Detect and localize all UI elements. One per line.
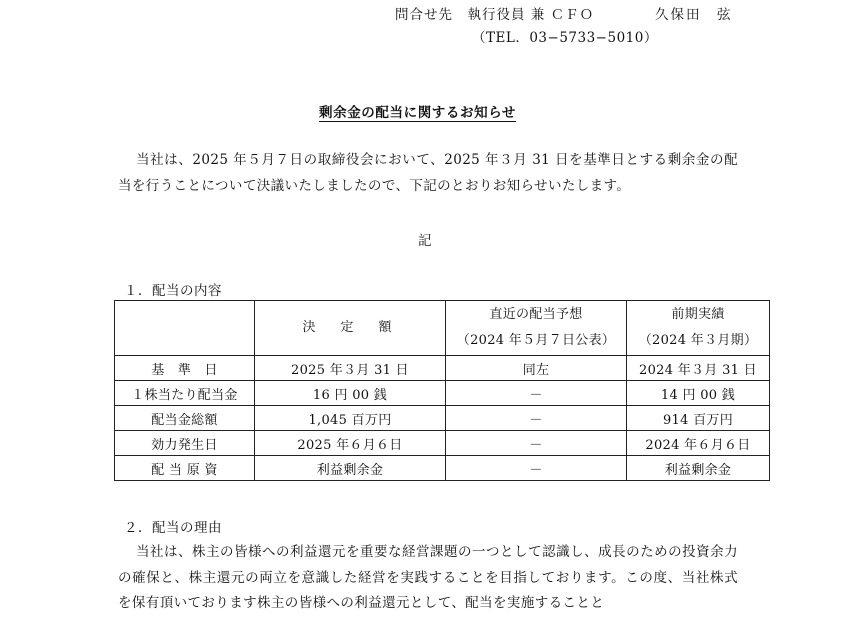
row-label: 効力発生日 <box>115 431 255 456</box>
table-row <box>115 356 770 381</box>
section-heading-dividend-reason: ２．配当の理由 <box>124 520 222 536</box>
row-previous: 利益剰余金 <box>627 456 770 481</box>
table-row <box>115 381 770 406</box>
row-previous: 14 円 00 銭 <box>627 381 770 406</box>
contact-tel: （TEL．03−5733−5010） <box>472 30 658 46</box>
header-previous-period: （2024 年３月期） <box>638 333 758 348</box>
row-forecast: 同左 <box>446 356 627 381</box>
header-forecast-title: 直近の配当予想 <box>489 307 583 322</box>
row-previous: 914 百万円 <box>627 406 770 431</box>
contact-name: 久保田 弦 <box>655 7 733 23</box>
table-header-row <box>115 301 770 356</box>
header-decided: 決 定 額 <box>255 301 446 356</box>
header-forecast <box>446 301 627 356</box>
row-forecast: － <box>446 381 627 406</box>
row-label: 配当金総額 <box>115 406 255 431</box>
row-previous: 2024 年３月 31 日 <box>627 356 770 381</box>
row-label: 配 当 原 資 <box>115 456 255 481</box>
row-forecast: － <box>446 456 627 481</box>
reason-paragraph: 当社は、株主の皆様への利益還元を重要な経営課題の一つとして認識し、成長のための投資余力の確保と、株主還元の両立を意識した経営を実践することを目指しております。この度、当社株式を保有頂いております株主の皆様への利益還元として、配当を実施することと <box>118 544 738 611</box>
header-previous <box>627 301 770 356</box>
header-blank-cell <box>115 301 255 356</box>
header-forecast-date: （2024 年５月７日公表） <box>456 333 616 348</box>
table-row <box>115 456 770 481</box>
row-decided: 2025 年３月 31 日 <box>255 356 446 381</box>
row-decided: 2025 年６月６日 <box>255 431 446 456</box>
intro-paragraph: 当社は、2025 年５月７日の取締役会において、2025 年３月 31 日を基準日とする剰余金の配当を行うことについて決議いたしましたので、下記のとおりお知らせいたします。 <box>118 152 738 194</box>
page-title: 剰余金の配当に関するお知らせ <box>319 105 516 121</box>
table-row <box>115 431 770 456</box>
section-heading-dividend-details: １．配当の内容 <box>124 283 222 299</box>
row-decided: 1,045 百万円 <box>255 406 446 431</box>
row-previous: 2024 年６月６日 <box>627 431 770 456</box>
row-decided: 16 円 00 銭 <box>255 381 446 406</box>
row-forecast: － <box>446 431 627 456</box>
table-row <box>115 406 770 431</box>
ki-heading: 記 <box>418 233 432 249</box>
dividend-table <box>114 300 770 481</box>
row-forecast: － <box>446 406 627 431</box>
row-decided: 利益剰余金 <box>255 456 446 481</box>
row-label: １株当たり配当金 <box>115 381 255 406</box>
header-previous-title: 前期実績 <box>671 307 725 322</box>
contact-title: 問合せ先 執行役員 兼 ＣＦＯ <box>395 7 595 23</box>
row-label: 基 準 日 <box>115 356 255 381</box>
